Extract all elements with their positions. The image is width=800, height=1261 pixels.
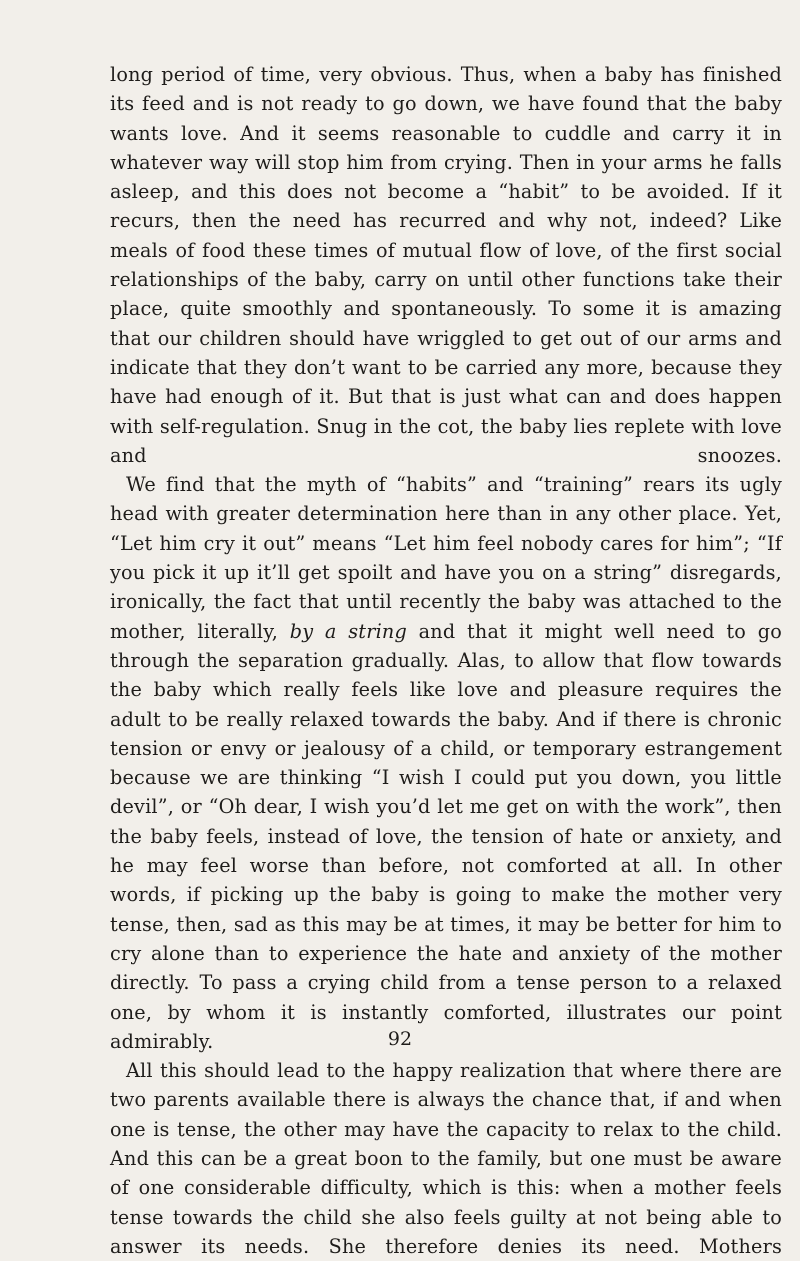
page-number: 92 xyxy=(387,1028,413,1050)
italic-phrase: by a string xyxy=(289,619,407,643)
paragraph-2-text-b: and that it might well need to go through the separation gradually. Alas, to allow that flow towards the baby which really feels like love and pleasure requires the adult to be really relaxed towards the baby. And if there is chronic tension or envy or jealousy of a child, or temporary estrangement because we are thinking “I wish I could put you down, you little devil”, or “Oh dear, I wish you’d let me get on with the work”, then the baby feels, instead of love, the tension of hate or anxiety, and he may feel worse than before, not comforted at all. In other words, if picking up the baby is going to make the mother very tense, then, sad as this may be at times, it may be better for him to cry alone than to experience the hate and anxiety of the mother directly. To pass a crying child from a tense person to a relaxed one, by whom it is instantly comforted, illustrates our point admirably. xyxy=(110,619,782,1053)
paragraph-3: All this should lead to the happy realization that where there are two parents available there is always the chance that, if and when one is tense, the other may have the capacity to relax to the child. And this can be a great boon to the family, but one must be aware of one considerable difficulty, which is this: when a mother feels tense towards the child she also feels guilty at not being able to answer its needs. She therefore denies its need. Mothers xyxy=(110,1059,782,1258)
paragraph-2 xyxy=(110,470,782,1056)
body-text xyxy=(110,60,782,1261)
paragraph-2-text-a: We find that the myth of “habits” and “training” rears its ugly head with greater determination here than in any other place. Yet, “Let him cry it out” means “Let him feel nobody cares for him”; “If you pick it up it’ll get spoilt and have you on a string” disregards, ironically, the fact that until recently the baby was attached to the mother, literally, xyxy=(110,473,782,643)
paragraph-1: long period of time, very obvious. Thus, when a baby has finished its feed and is not ready to go down, we have found that the baby wants love. And it seems reasonable to cuddle and carry it in whatever way will stop him from crying. Then in your arms he falls asleep, and this does not become a “habit” to be avoided. If it recurs, then the need has recurred and why not, indeed? Like meals of food these times of mutual flow of love, of the first social relationships of the baby, carry on until other functions take their place, quite smoothly and spontaneously. To some it is amazing that our children should have wriggled to get out of our arms and indicate that they don’t want to be carried any more, because they have had enough of it. But that is just what can and does happen with self-regulation. Snug in the cot, the baby lies replete with love and snoozes. xyxy=(110,63,782,467)
